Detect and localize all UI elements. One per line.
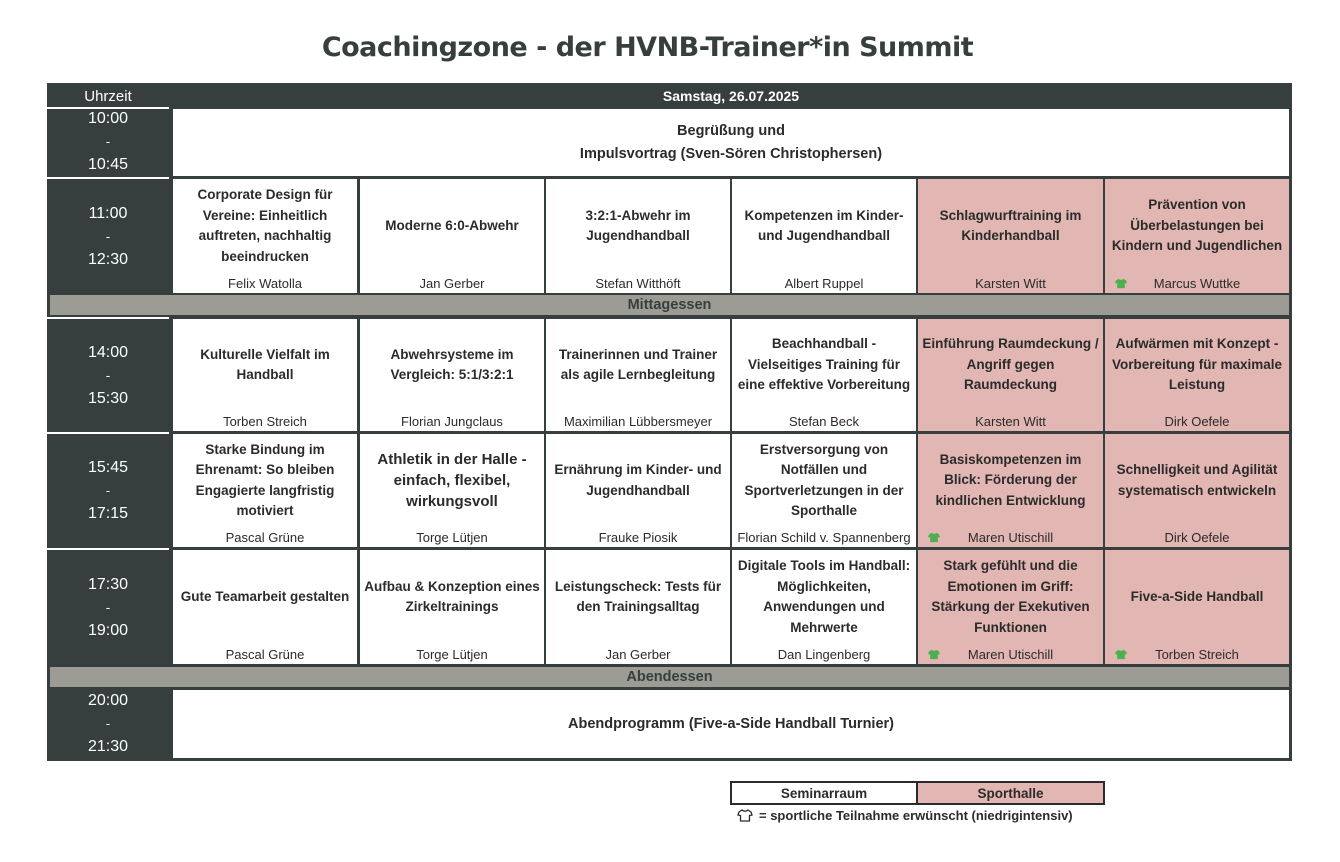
session-speaker — [918, 527, 1103, 547]
legend-note-text: = sportliche Teilnahme erwünscht (niedrigintensiv) — [759, 808, 1073, 823]
session-card[interactable] — [173, 179, 357, 293]
legend-seminarraum: Seminarraum — [730, 781, 918, 805]
session-card[interactable] — [173, 434, 357, 547]
session-speaker — [1105, 527, 1289, 547]
dinner-break: Abendessen — [50, 667, 1289, 687]
time-separator: - — [105, 716, 111, 731]
session-speaker — [1105, 411, 1289, 431]
time-separator: - — [105, 483, 111, 498]
session-card[interactable] — [732, 319, 916, 431]
session-speaker — [918, 273, 1103, 293]
session-title: Erstversorgung von Notfällen und Sportverletzungen in der Sporthalle — [744, 441, 904, 518]
speaker-name: Marcus Wuttke — [1153, 275, 1241, 291]
time-separator: - — [105, 367, 111, 383]
speaker-name: Maren Utischill — [967, 646, 1054, 662]
time-separator: - — [105, 599, 111, 615]
shirt-icon — [1114, 277, 1128, 288]
session-card[interactable] — [918, 434, 1103, 547]
time-end: 17:15 — [87, 505, 129, 522]
opening-line-2: Impulsvortrag (Sven-Sören Christophersen) — [579, 145, 883, 162]
session-card[interactable] — [360, 319, 544, 431]
speaker-name: Albert Ruppel — [784, 275, 864, 291]
speaker-name: Felix Watolla — [228, 275, 302, 291]
legend-sporthalle: Sporthalle — [916, 781, 1105, 805]
time-slot — [47, 319, 169, 431]
time-divider — [47, 317, 169, 319]
speaker-name: Dirk Oefele — [1164, 413, 1230, 429]
session-title: Basiskompetenzen im Blick: Förderung der kindlichen Entwicklung — [935, 451, 1086, 508]
session-card[interactable] — [1105, 179, 1289, 293]
session-title: Aufbau & Konzeption eines Zirkeltrainings — [364, 578, 540, 614]
time-divider — [47, 548, 169, 550]
time-divider — [47, 432, 169, 434]
session-speaker — [732, 644, 916, 664]
evening-program: Abendprogramm (Five-a-Side Handball Turnier) — [173, 690, 1289, 758]
speaker-name: Jan Gerber — [605, 646, 671, 662]
time-start: 10:00 — [87, 110, 129, 127]
session-title: Aufwärmen mit Konzept - Vorbereitung für maximale Leistung — [1111, 336, 1283, 393]
session-speaker — [732, 411, 916, 431]
speaker-name: Pascal Grüne — [225, 529, 305, 545]
session-speaker — [173, 411, 357, 431]
session-card[interactable] — [918, 319, 1103, 431]
time-start: 14:00 — [87, 343, 129, 361]
session-speaker — [360, 527, 544, 547]
session-title: Schlagwurftraining im Kinderhandball — [939, 207, 1082, 243]
time-start: 20:00 — [87, 692, 129, 709]
speaker-name: Pascal Grüne — [225, 646, 305, 662]
speaker-name: Florian Jungclaus — [401, 413, 503, 429]
session-card[interactable] — [546, 179, 730, 293]
opening-session — [173, 109, 1289, 176]
session-card[interactable] — [360, 434, 544, 547]
speaker-name: Torben Streich — [1155, 646, 1239, 662]
session-speaker — [1105, 644, 1289, 664]
session-title: Kompetenzen im Kinder- und Jugendhandball — [744, 207, 904, 243]
session-speaker — [173, 527, 357, 547]
time-end: 10:45 — [87, 156, 129, 173]
session-card[interactable] — [173, 550, 357, 664]
session-speaker — [546, 644, 730, 664]
time-slot — [47, 434, 169, 547]
session-title: Starke Bindung im Ehrenamt: So bleiben Engagierte langfristig motiviert — [195, 441, 335, 518]
session-title: Beachhandball - Vielseitiges Training für eine effektive Vorbereitung — [737, 336, 911, 393]
session-card[interactable] — [1105, 319, 1289, 431]
session-card[interactable] — [732, 550, 916, 664]
session-title: Trainerinnen und Trainer als agile Lernbegleitung — [558, 346, 718, 382]
time-slot — [47, 690, 169, 757]
shirt-icon — [927, 531, 941, 542]
session-title: Ernährung im Kinder- und Jugendhandball — [554, 462, 722, 498]
shirt-outline-icon — [737, 809, 753, 822]
speaker-name: Torge Lütjen — [416, 646, 488, 662]
schedule-table — [47, 83, 1292, 761]
time-start: 11:00 — [88, 204, 128, 222]
session-title: Kulturelle Vielfalt im Handball — [200, 346, 330, 382]
speaker-name: Florian Schild v. Spannenberg — [737, 529, 911, 545]
session-speaker — [360, 411, 544, 431]
time-slot — [47, 550, 169, 664]
lunch-break: Mittagessen — [50, 295, 1289, 315]
session-title: Five-a-Side Handball — [1130, 588, 1264, 604]
session-card[interactable] — [546, 550, 730, 664]
speaker-name: Maren Utischill — [967, 529, 1054, 545]
session-speaker — [546, 527, 730, 547]
speaker-name: Torge Lütjen — [416, 529, 488, 545]
session-title: Moderne 6:0-Abwehr — [385, 217, 519, 233]
day-header: Samstag, 26.07.2025 — [662, 88, 800, 104]
session-card[interactable] — [546, 434, 730, 547]
speaker-name: Dan Lingenberg — [777, 646, 871, 662]
time-end: 12:30 — [87, 250, 129, 268]
session-title: Digitale Tools im Handball: Möglichkeiten, Anwendungen und Mehrwerte — [737, 558, 911, 635]
session-speaker — [918, 411, 1103, 431]
session-card[interactable] — [173, 319, 357, 431]
session-speaker — [173, 644, 357, 664]
session-card[interactable] — [1105, 434, 1289, 547]
speaker-name: Frauke Piosik — [598, 529, 678, 545]
time-end: 15:30 — [87, 389, 129, 407]
session-card[interactable] — [546, 319, 730, 431]
time-end: 19:00 — [87, 621, 129, 639]
session-speaker — [360, 273, 544, 293]
session-title: Einführung Raumdeckung / Angriff gegen Raumdeckung — [922, 336, 1099, 393]
opening-line-1: Begrüßung und — [677, 122, 785, 139]
session-title: Athletik in der Halle - einfach, flexibel, wirkungsvoll — [377, 451, 527, 510]
session-speaker — [360, 644, 544, 664]
session-card[interactable] — [918, 179, 1103, 293]
shirt-icon — [1114, 648, 1128, 659]
shirt-icon — [927, 648, 941, 659]
time-start: 15:45 — [87, 459, 129, 476]
session-card[interactable] — [732, 179, 916, 293]
speaker-name: Maximilian Lübbersmeyer — [563, 413, 713, 429]
time-slot — [47, 179, 169, 293]
time-column-header: Uhrzeit — [84, 87, 132, 105]
time-divider — [47, 107, 169, 109]
session-card[interactable] — [918, 550, 1103, 664]
time-separator: - — [105, 228, 111, 244]
session-title: 3:2:1-Abwehr im Jugendhandball — [585, 207, 691, 243]
session-speaker — [546, 273, 730, 293]
legend-note — [737, 808, 1073, 823]
speaker-name: Karsten Witt — [975, 275, 1046, 291]
session-title: Corporate Design für Vereine: Einheitlich auftreten, nachhaltig beeindrucken — [197, 187, 333, 264]
time-slot — [47, 108, 169, 175]
speaker-name: Dirk Oefele — [1164, 529, 1230, 545]
session-title: Abwehrsysteme im Vergleich: 5:1/3:2:1 — [390, 346, 514, 382]
time-start: 17:30 — [87, 575, 129, 593]
speaker-name: Karsten Witt — [975, 413, 1046, 429]
speaker-name: Stefan Beck — [788, 413, 860, 429]
session-speaker — [918, 644, 1103, 664]
session-title: Leistungscheck: Tests für den Trainingsalltag — [554, 578, 722, 614]
session-speaker — [1105, 273, 1289, 293]
session-title: Schnelligkeit und Agilität systematisch entwickeln — [1116, 462, 1278, 498]
session-speaker — [546, 411, 730, 431]
session-title: Gute Teamarbeit gestalten — [180, 588, 350, 604]
session-card[interactable] — [360, 550, 544, 664]
session-card[interactable] — [360, 179, 544, 293]
speaker-name: Stefan Witthöft — [595, 275, 681, 291]
time-separator: - — [105, 134, 111, 149]
session-title: Stark gefühlt und die Emotionen im Griff: Stärkung der Exekutiven Funktionen — [931, 558, 1090, 635]
session-speaker — [732, 527, 916, 547]
page-title: Coachingzone - der HVNB-Trainer*in Summit — [321, 32, 974, 63]
time-end: 21:30 — [87, 738, 129, 755]
session-speaker — [732, 273, 916, 293]
time-divider — [47, 177, 169, 179]
session-card[interactable] — [732, 434, 916, 547]
speaker-name: Torben Streich — [223, 413, 307, 429]
speaker-name: Jan Gerber — [419, 275, 485, 291]
session-title: Prävention von Überbelastungen bei Kindern und Jugendlichen — [1111, 197, 1283, 254]
session-card[interactable] — [1105, 550, 1289, 664]
session-speaker — [173, 273, 357, 293]
